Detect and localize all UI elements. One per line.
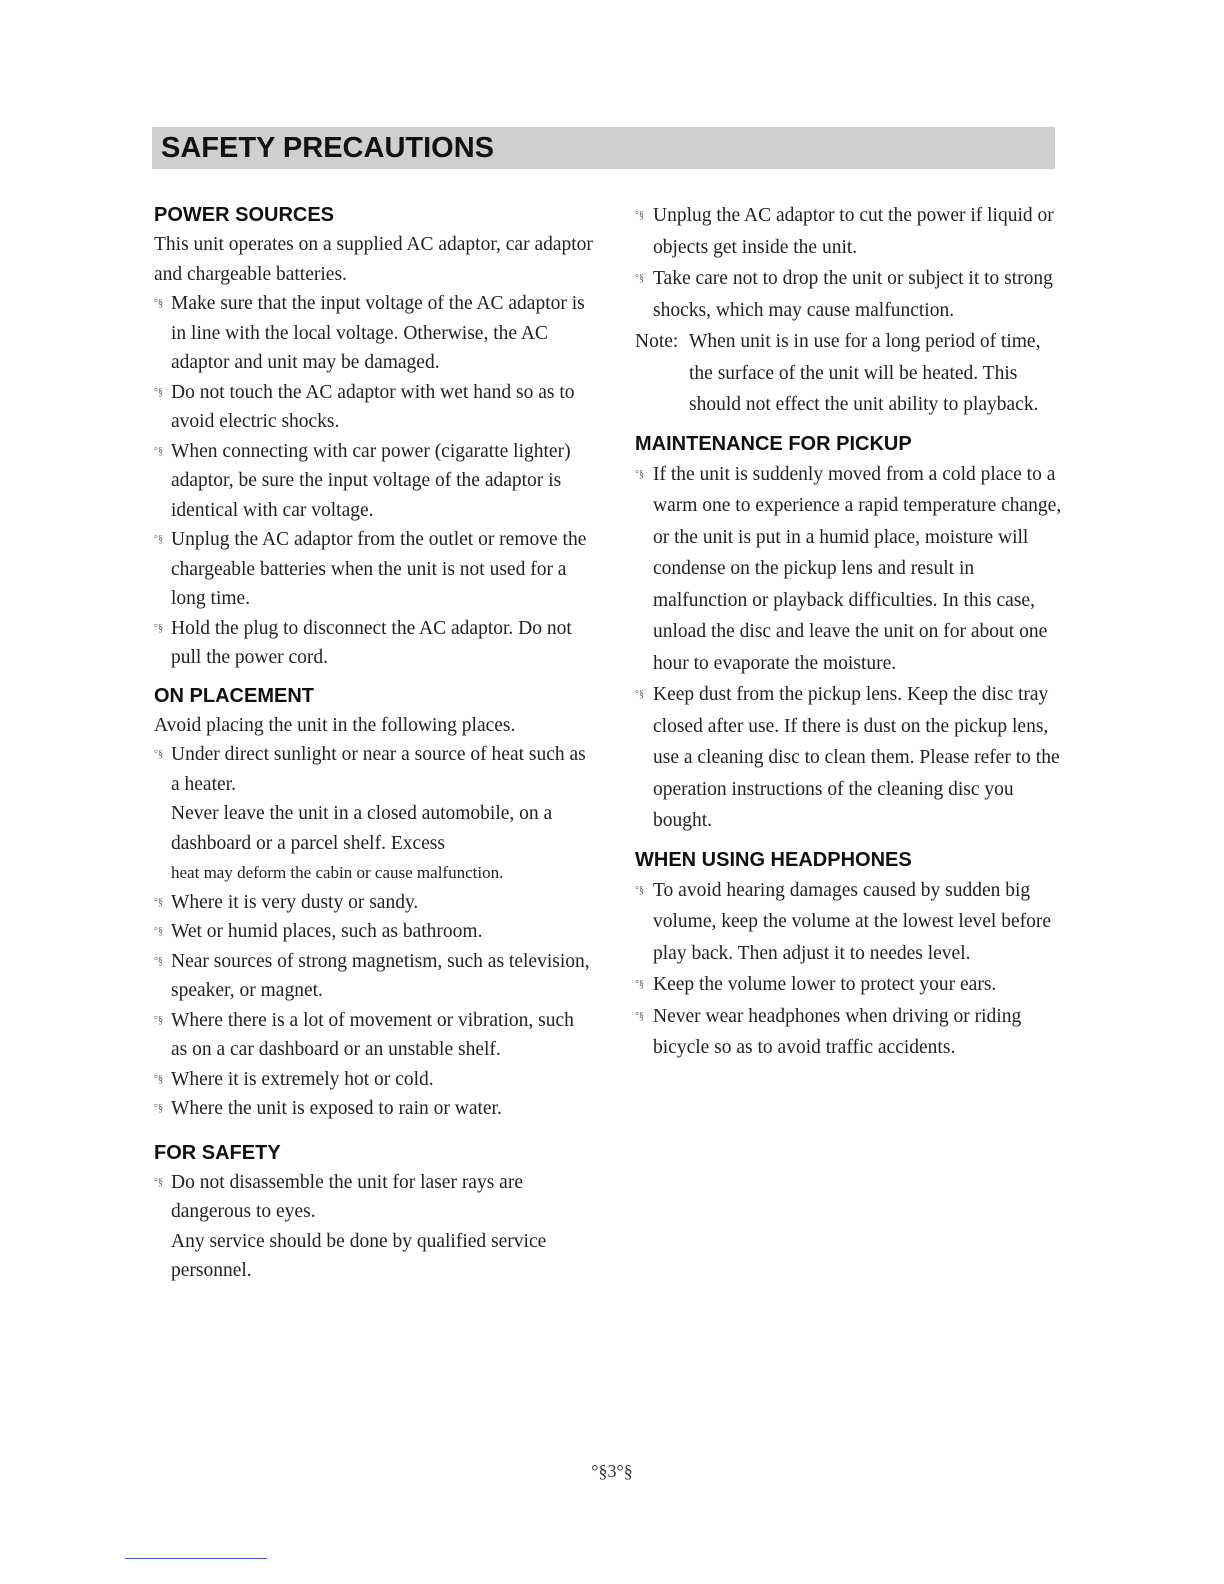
bullet-icon: °§ bbox=[154, 1073, 163, 1085]
list-item: °§ Where there is a lot of movement or vibration, such as on a car dashboard or an unstable shelf. bbox=[154, 1006, 594, 1065]
bullet-icon: °§ bbox=[154, 1176, 163, 1188]
list-item-continuation: Any service should be done by qualified service personnel. bbox=[171, 1230, 547, 1281]
list-item: °§ Unplug the AC adaptor to cut the power if liquid or objects get inside the unit. bbox=[635, 200, 1065, 263]
bullet-icon: °§ bbox=[154, 926, 163, 937]
bullet-icon: °§ bbox=[635, 689, 644, 700]
bullet-icon: °§ bbox=[154, 534, 163, 545]
bullet-icon: °§ bbox=[154, 622, 163, 634]
list-item: °§ Wet or humid places, such as bathroom. bbox=[154, 917, 594, 947]
page-number: °§3°§ bbox=[591, 1461, 633, 1481]
note-text: When unit is in use for a long period of time, the surface of the unit will be heated. This should not effect the unit ability to playback. bbox=[689, 331, 1041, 415]
list-item: °§ If the unit is suddenly moved from a cold place to a warm one to experience a rapid temperature change, or the unit is put in a humid place, moisture will condense on the pickup lens and result in malfunction or playback difficulties. In this case, unload the disc and leave the unit on for about one hour to evaporate the moisture. bbox=[635, 459, 1065, 680]
bullet-icon: °§ bbox=[154, 749, 163, 760]
bullet-icon: °§ bbox=[635, 979, 644, 990]
bullet-icon: °§ bbox=[154, 298, 163, 309]
list-item: °§ Unplug the AC adaptor from the outlet or remove the chargeable batteries when the unit is not used for a long time. bbox=[154, 525, 594, 614]
bullet-icon: °§ bbox=[635, 210, 644, 221]
list-item-continuation: heat may deform the cabin or cause malfunction. bbox=[171, 863, 504, 882]
on-placement-intro: Avoid placing the unit in the following places. bbox=[154, 714, 516, 736]
note-label: Note: bbox=[635, 331, 679, 352]
bullet-icon: °§ bbox=[154, 386, 163, 398]
bullet-icon: °§ bbox=[154, 445, 163, 457]
list-item: °§ Do not disassemble the unit for laser rays are dangerous to eyes. bbox=[154, 1168, 594, 1227]
bullet-icon: °§ bbox=[154, 1103, 163, 1114]
note bbox=[635, 326, 1065, 421]
bullet-icon: °§ bbox=[635, 1010, 644, 1022]
heading-maintenance: MAINTENANCE FOR PICKUP bbox=[635, 432, 912, 455]
bullet-icon: °§ bbox=[635, 884, 644, 896]
bullet-icon: °§ bbox=[635, 468, 644, 480]
bullet-icon: °§ bbox=[154, 896, 163, 908]
heading-for-safety: FOR SAFETY bbox=[154, 1141, 281, 1164]
bullet-icon: °§ bbox=[154, 1014, 163, 1026]
list-item: °§ Near sources of strong magnetism, such as television, speaker, or magnet. bbox=[154, 947, 594, 1006]
list-item: °§ Keep dust from the pickup lens. Keep the disc tray closed after use. If there is dust on the pickup lens, use a cleaning disc to clean them. Please refer to the operation instructions of the cleaning disc you bought. bbox=[635, 679, 1065, 837]
list-item: °§ Hold the plug to disconnect the AC adaptor. Do not pull the power cord. bbox=[154, 614, 594, 673]
list-item: °§ Where it is extremely hot or cold. bbox=[154, 1065, 594, 1095]
list-item: °§ Where it is very dusty or sandy. bbox=[154, 888, 594, 918]
list-item: °§ Where the unit is exposed to rain or water. bbox=[154, 1094, 594, 1124]
list-item: °§ Under direct sunlight or near a source of heat such as a heater. bbox=[154, 740, 594, 799]
bullet-icon: °§ bbox=[154, 955, 163, 967]
list-item: °§ To avoid hearing damages caused by sudden big volume, keep the volume at the lowest level before play back. Then adjust it to needes level. bbox=[635, 875, 1065, 970]
heading-power-sources: POWER SOURCES bbox=[154, 204, 335, 226]
heading-headphones: WHEN USING HEADPHONES bbox=[635, 848, 912, 871]
list-item: °§ Make sure that the input voltage of the AC adaptor is in line with the local voltage. Otherwise, the AC adaptor and unit may be damaged. bbox=[154, 289, 594, 378]
list-item: °§ Take care not to drop the unit or subject it to strong shocks, which may cause malfunction. bbox=[635, 263, 1065, 326]
list-item: °§ When connecting with car power (cigaratte lighter) adaptor, be sure the input voltage of the adaptor is identical with car voltage. bbox=[154, 437, 594, 526]
power-sources-intro: This unit operates on a supplied AC adaptor, car adaptor and chargeable batteries. bbox=[154, 234, 593, 285]
footer-divider bbox=[125, 1558, 267, 1559]
left-column bbox=[154, 200, 594, 1286]
page-title: SAFETY PRECAUTIONS bbox=[152, 127, 1055, 169]
right-column bbox=[635, 200, 1065, 1064]
list-item-continuation: Never leave the unit in a closed automobile, on a dashboard or a parcel shelf. Excess bbox=[171, 803, 553, 854]
list-item: °§ Do not touch the AC adaptor with wet hand so as to avoid electric shocks. bbox=[154, 378, 594, 437]
list-item: °§ Keep the volume lower to protect your ears. bbox=[635, 969, 1065, 1001]
bullet-icon: °§ bbox=[635, 273, 644, 284]
heading-on-placement: ON PLACEMENT bbox=[154, 684, 314, 707]
list-item: °§ Never wear headphones when driving or riding bicycle so as to avoid traffic accidents. bbox=[635, 1001, 1065, 1064]
